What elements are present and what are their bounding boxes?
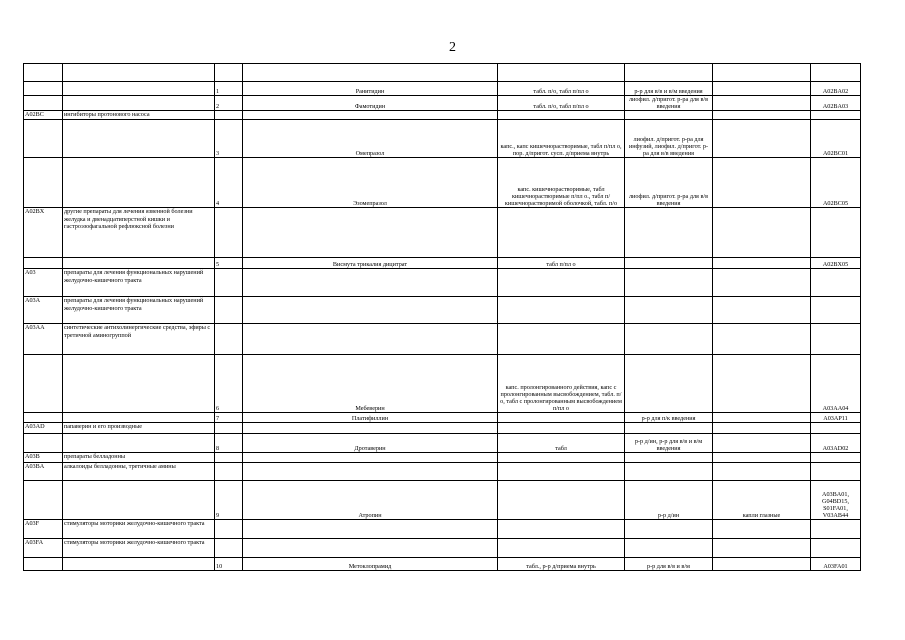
table-row	[24, 324, 861, 355]
table-row	[24, 158, 861, 208]
atc-code-cell	[24, 355, 63, 413]
drug-atc-code-cell	[811, 539, 861, 558]
atc-code-cell	[24, 158, 63, 208]
row-number-cell: 8	[215, 434, 243, 453]
group-name-cell: папаверин и его производные	[63, 423, 215, 434]
group-name-cell: другие препараты для лечения язвенной болезни желудка и двенадцатиперстной кишки и гастроэзофагальной рефлюксной болезни	[63, 208, 215, 258]
other-form-cell	[713, 158, 811, 208]
other-form-cell	[713, 423, 811, 434]
other-form-cell	[713, 96, 811, 111]
other-form-cell	[713, 453, 811, 463]
row-number-cell: 4	[215, 158, 243, 208]
drug-name-cell	[243, 324, 498, 355]
other-form-cell	[713, 463, 811, 481]
dosage-form-cell	[498, 539, 625, 558]
dosage-form-cell	[498, 297, 625, 324]
group-name-cell: алкалоиды белладонны, третичные амины	[63, 463, 215, 481]
row-number-cell: 10	[215, 558, 243, 571]
other-form-cell	[713, 520, 811, 539]
injection-form-cell: р-р для в/в и в/м введения	[625, 82, 713, 96]
drug-atc-code-cell	[811, 324, 861, 355]
injection-form-cell	[625, 297, 713, 324]
row-number-cell	[215, 324, 243, 355]
atc-code-cell	[24, 434, 63, 453]
dosage-form-cell: капс. пролонгированного действия, капс с пролонгированным высвобождением, табл. п/о, табл с пролонгированным высвобождением п/пл о	[498, 355, 625, 413]
drug-atc-code-cell: A02BC05	[811, 158, 861, 208]
group-name-cell: ингибиторы протонового насоса	[63, 111, 215, 120]
row-number-cell	[215, 539, 243, 558]
table-row	[24, 413, 861, 423]
other-form-cell	[713, 64, 811, 82]
dosage-form-cell	[498, 481, 625, 520]
row-number-cell	[215, 463, 243, 481]
other-form-cell: капли глазные	[713, 481, 811, 520]
injection-form-cell	[625, 111, 713, 120]
table-row	[24, 258, 861, 269]
drug-atc-code-cell: A02BC01	[811, 120, 861, 158]
drug-name-cell	[243, 539, 498, 558]
drug-atc-code-cell	[811, 520, 861, 539]
dosage-form-cell	[498, 520, 625, 539]
other-form-cell	[713, 434, 811, 453]
dosage-form-cell	[498, 208, 625, 258]
row-number-cell: 6	[215, 355, 243, 413]
other-form-cell	[713, 208, 811, 258]
injection-form-cell	[625, 64, 713, 82]
drug-atc-code-cell	[811, 111, 861, 120]
atc-code-cell: A03AA	[24, 324, 63, 355]
drug-name-cell	[243, 297, 498, 324]
row-number-cell	[215, 423, 243, 434]
row-number-cell	[215, 520, 243, 539]
row-number-cell: 9	[215, 481, 243, 520]
table-row	[24, 120, 861, 158]
group-name-cell	[63, 82, 215, 96]
dosage-form-cell	[498, 413, 625, 423]
injection-form-cell: р-р для в/в и в/м	[625, 558, 713, 571]
row-number-cell	[215, 453, 243, 463]
drug-atc-code-cell	[811, 269, 861, 297]
row-number-cell	[215, 269, 243, 297]
table-row	[24, 64, 861, 82]
injection-form-cell: р-р для п/к введения	[625, 413, 713, 423]
drug-atc-code-cell: A03AP11	[811, 413, 861, 423]
drug-name-cell	[243, 269, 498, 297]
dosage-form-cell	[498, 269, 625, 297]
group-name-cell	[63, 120, 215, 158]
atc-code-cell: A03	[24, 269, 63, 297]
table-row	[24, 558, 861, 571]
injection-form-cell	[625, 423, 713, 434]
drug-name-cell	[243, 463, 498, 481]
table-row	[24, 434, 861, 453]
row-number-cell	[215, 111, 243, 120]
atc-code-cell: A03B	[24, 453, 63, 463]
drug-name-cell: Омепразол	[243, 120, 498, 158]
row-number-cell: 3	[215, 120, 243, 158]
row-number-cell: 2	[215, 96, 243, 111]
dosage-form-cell	[498, 423, 625, 434]
dosage-form-cell: табл., р-р д/приема внутрь	[498, 558, 625, 571]
dosage-form-cell: табл. п/о, табл п/пл о	[498, 96, 625, 111]
atc-code-cell	[24, 481, 63, 520]
drug-name-cell: Фамотидин	[243, 96, 498, 111]
group-name-cell: препараты для лечения функциональных нарушений желудочно-кишечного тракта	[63, 269, 215, 297]
group-name-cell	[63, 481, 215, 520]
other-form-cell	[713, 82, 811, 96]
atc-code-cell	[24, 558, 63, 571]
other-form-cell	[713, 413, 811, 423]
table-row	[24, 463, 861, 481]
dosage-form-cell	[498, 463, 625, 481]
injection-form-cell: р-р д/ин	[625, 481, 713, 520]
group-name-cell	[63, 558, 215, 571]
injection-form-cell	[625, 269, 713, 297]
injection-form-cell: лиофил. д/пригот. р-ра для в/в введения	[625, 96, 713, 111]
dosage-form-cell	[498, 111, 625, 120]
row-number-cell	[215, 297, 243, 324]
group-name-cell	[63, 434, 215, 453]
table-row	[24, 208, 861, 258]
drug-name-cell: Эзомепразол	[243, 158, 498, 208]
atc-code-cell: A03A	[24, 297, 63, 324]
dosage-form-cell: капс., капс кишечнорастворимые, табл п/пл о, пор. д/пригот. сусп. д/приема внутрь	[498, 120, 625, 158]
injection-form-cell: р-р д/ин, р-р для в/в и в/м введения	[625, 434, 713, 453]
group-name-cell	[63, 158, 215, 208]
group-name-cell	[63, 413, 215, 423]
group-name-cell	[63, 96, 215, 111]
drug-atc-code-cell	[811, 453, 861, 463]
group-name-cell: синтетические антихолинергические средства, эфиры с третичной аминогруппой	[63, 324, 215, 355]
dosage-form-cell: табл. п/о, табл п/пл о	[498, 82, 625, 96]
drug-atc-code-cell	[811, 297, 861, 324]
injection-form-cell	[625, 355, 713, 413]
table-row	[24, 355, 861, 413]
drug-name-cell	[243, 520, 498, 539]
group-name-cell: стимуляторы моторики желудочно-кишечного тракта	[63, 520, 215, 539]
drug-name-cell	[243, 208, 498, 258]
drug-name-cell: Мебеверин	[243, 355, 498, 413]
other-form-cell	[713, 558, 811, 571]
table-row	[24, 520, 861, 539]
drug-atc-code-cell	[811, 64, 861, 82]
group-name-cell: препараты белладонны	[63, 453, 215, 463]
atc-code-cell	[24, 413, 63, 423]
table-row	[24, 481, 861, 520]
injection-form-cell	[625, 453, 713, 463]
page-number: 2	[449, 40, 456, 55]
group-name-cell	[63, 355, 215, 413]
drug-atc-code-cell: A03FA01	[811, 558, 861, 571]
drug-atc-code-cell: A03BA01, G04BD15, S01FA01, V03AB44	[811, 481, 861, 520]
drug-atc-code-cell: A02BA02	[811, 82, 861, 96]
drug-name-cell: Метоклопрамид	[243, 558, 498, 571]
atc-code-cell	[24, 64, 63, 82]
injection-form-cell	[625, 463, 713, 481]
row-number-cell: 7	[215, 413, 243, 423]
table-row	[24, 539, 861, 558]
other-form-cell	[713, 258, 811, 269]
injection-form-cell	[625, 520, 713, 539]
injection-form-cell: лиофил. д/пригот. р-ра для в/в введения	[625, 158, 713, 208]
atc-code-cell	[24, 120, 63, 158]
dosage-form-cell: табл	[498, 434, 625, 453]
drug-table	[23, 63, 861, 571]
other-form-cell	[713, 269, 811, 297]
drug-atc-code-cell: A03AA04	[811, 355, 861, 413]
dosage-form-cell	[498, 64, 625, 82]
drug-atc-code-cell	[811, 463, 861, 481]
row-number-cell: 5	[215, 258, 243, 269]
drug-name-cell: Ранитидин	[243, 82, 498, 96]
other-form-cell	[713, 355, 811, 413]
row-number-cell	[215, 64, 243, 82]
table-row	[24, 297, 861, 324]
drug-atc-code-cell: A02BA03	[811, 96, 861, 111]
atc-code-cell: A03F	[24, 520, 63, 539]
injection-form-cell: лиофил. д/пригот. р-ра для инфузий, лиофил. д/пригот. р-ра для в/в введения	[625, 120, 713, 158]
atc-code-cell	[24, 96, 63, 111]
drug-name-cell	[243, 111, 498, 120]
other-form-cell	[713, 324, 811, 355]
atc-code-cell: A02BC	[24, 111, 63, 120]
row-number-cell	[215, 208, 243, 258]
drug-atc-code-cell	[811, 208, 861, 258]
dosage-form-cell	[498, 324, 625, 355]
injection-form-cell	[625, 208, 713, 258]
atc-code-cell: A03BA	[24, 463, 63, 481]
other-form-cell	[713, 120, 811, 158]
atc-code-cell	[24, 258, 63, 269]
atc-code-cell	[24, 82, 63, 96]
injection-form-cell	[625, 539, 713, 558]
row-number-cell: 1	[215, 82, 243, 96]
table-row	[24, 269, 861, 297]
atc-code-cell: A02BX	[24, 208, 63, 258]
atc-code-cell: A03FA	[24, 539, 63, 558]
drug-atc-code-cell: A03AD02	[811, 434, 861, 453]
drug-name-cell: Дротаверин	[243, 434, 498, 453]
table-row	[24, 453, 861, 463]
table-row	[24, 423, 861, 434]
table-row	[24, 82, 861, 96]
group-name-cell: препараты для лечения функциональных нарушений желудочно-кишечного тракта	[63, 297, 215, 324]
other-form-cell	[713, 111, 811, 120]
drug-atc-code-cell	[811, 423, 861, 434]
drug-atc-code-cell: A02BX05	[811, 258, 861, 269]
atc-code-cell: A03AD	[24, 423, 63, 434]
other-form-cell	[713, 539, 811, 558]
table-row	[24, 96, 861, 111]
injection-form-cell	[625, 258, 713, 269]
dosage-form-cell: табл п/пл о	[498, 258, 625, 269]
other-form-cell	[713, 297, 811, 324]
group-name-cell	[63, 258, 215, 269]
group-name-cell: стимуляторы моторики желудочно-кишечного тракта	[63, 539, 215, 558]
dosage-form-cell: капс. кишечнорастворимые, табл кишечнорастворимые п/пл о., табл п/кишечнорастворимой оболочкой, табл. п/о	[498, 158, 625, 208]
injection-form-cell	[625, 324, 713, 355]
dosage-form-cell	[498, 453, 625, 463]
drug-name-cell: Висмута трикалия дицитрат	[243, 258, 498, 269]
group-name-cell	[63, 64, 215, 82]
table-row	[24, 111, 861, 120]
drug-name-cell	[243, 64, 498, 82]
drug-name-cell: Атропин	[243, 481, 498, 520]
drug-name-cell	[243, 423, 498, 434]
drug-name-cell: Платифиллин	[243, 413, 498, 423]
drug-name-cell	[243, 453, 498, 463]
